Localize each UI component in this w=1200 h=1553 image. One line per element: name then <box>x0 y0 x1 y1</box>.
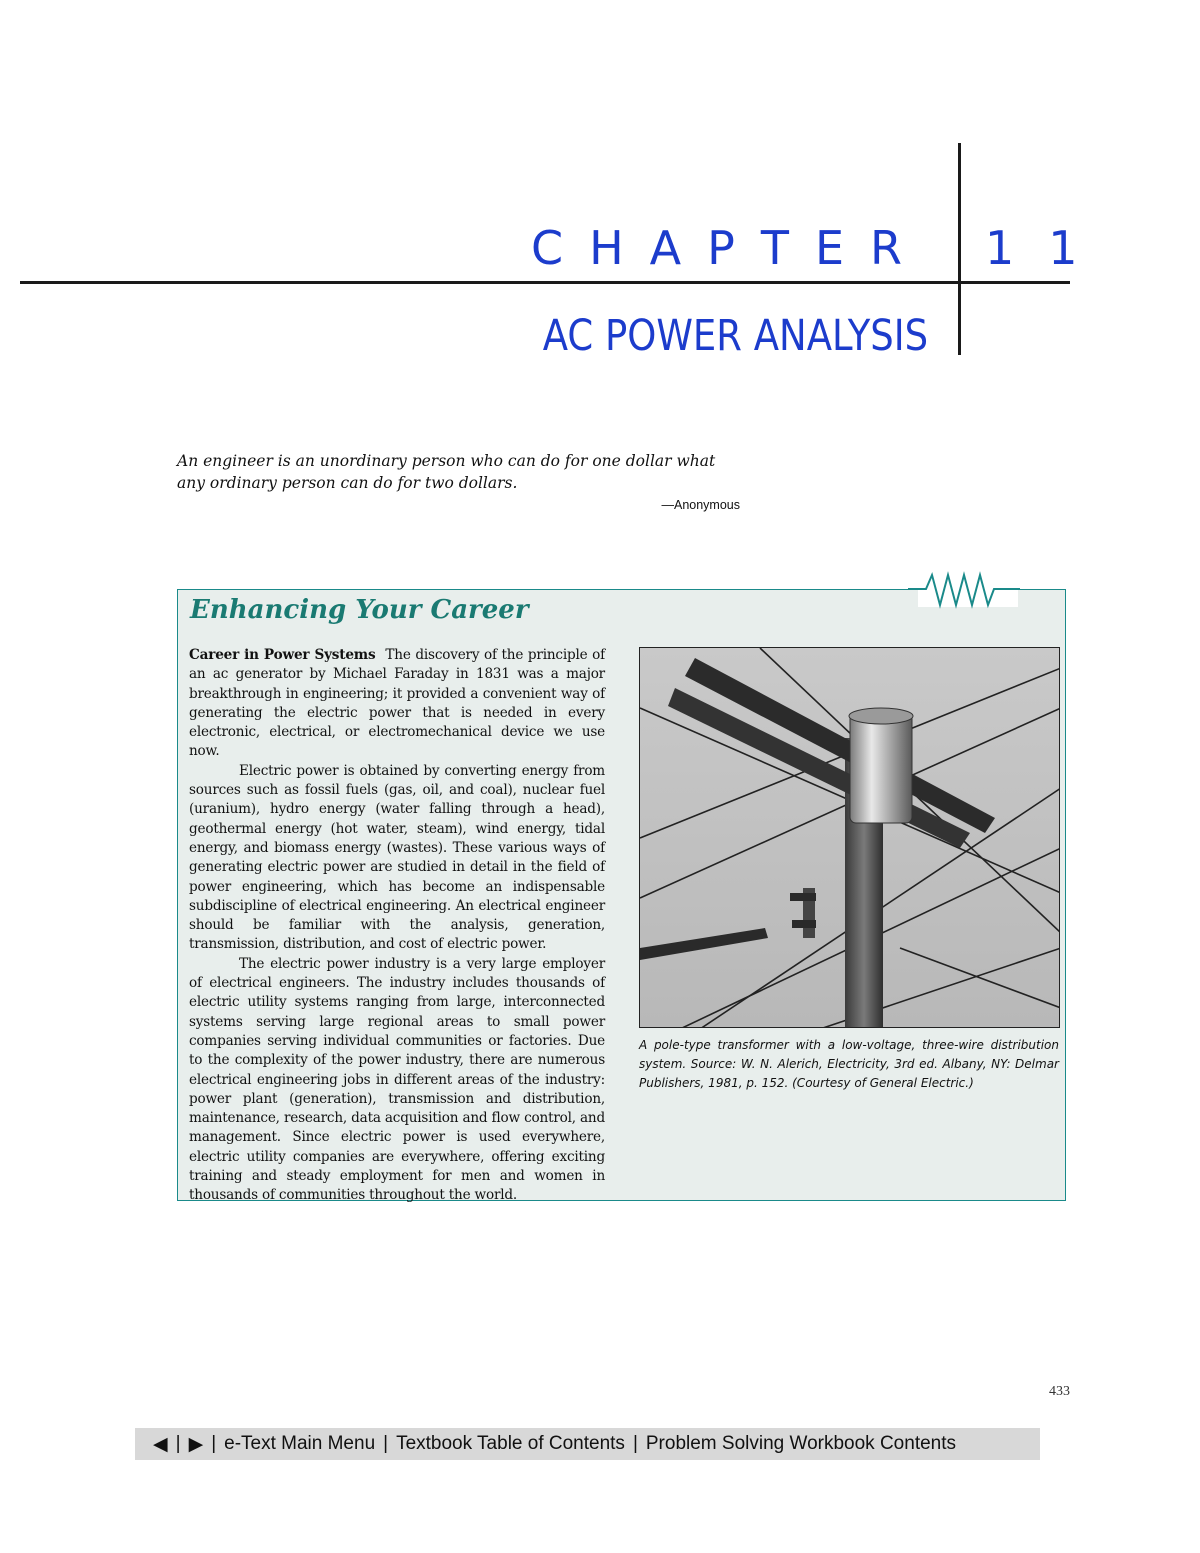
chapter-title: AC POWER ANALYSIS <box>542 311 928 361</box>
resistor-icon <box>908 569 1020 611</box>
epigraph-quote: An engineer is an unordinary person who can do for one dollar what any ordinary person can do for two dollars. <box>177 452 716 492</box>
etext-main-menu-link[interactable]: e-Text Main Menu <box>224 1433 376 1454</box>
textbook-toc-link[interactable]: Textbook Table of Contents <box>396 1433 625 1454</box>
header-vertical-rule <box>958 143 961 355</box>
article-paragraph: Electric power is obtained by converting energy from sources such as fossil fuels (gas, oil, and coal), nuclear fuel (uranium), hydro energy (water falling through a head), geothermal energy (hot water, steam), wind energy, tidal energy, and biomass energy (wastes). These various ways of generating electric power are studied in detail in the field of power engineering, which has become an indispensable subdiscipline of electrical engineering. An electrical engineer should be familiar with the analysis, generation, transmission, distribution, and cost of electric power. <box>189 762 605 953</box>
next-arrow-icon[interactable]: ▶ <box>188 1433 204 1455</box>
chapter-label: CHAPTER <box>530 221 928 275</box>
workbook-contents-link[interactable]: Problem Solving Workbook Contents <box>645 1433 957 1454</box>
career-article <box>189 646 605 1206</box>
chapter-number: 11 <box>985 221 1112 275</box>
nav-separator: | <box>211 1433 217 1454</box>
article-paragraph-text: The discovery of the principle of an ac generator by Michael Faraday in 1831 was a major breakthrough in engineering; it provided a convenient way of generating the electric power that is needed in every electronic, electrical, or electromechanical device we use now. <box>189 647 605 760</box>
navigation-bar <box>135 1428 1040 1460</box>
nav-separator: | <box>175 1433 181 1454</box>
career-heading: Enhancing Your Career <box>190 595 529 625</box>
article-paragraph <box>189 646 605 762</box>
nav-separator: | <box>632 1433 638 1454</box>
article-lead: Career in Power Systems <box>189 647 376 663</box>
photo-caption: A pole-type transformer with a low-voltage, three-wire distribution system. Source: W. N. Alerich, Electricity, 3rd ed. Albany, NY: Delmar Publishers, 1981, p. 152. (Courtesy of General Electric.) <box>639 1038 1059 1090</box>
epigraph-attribution: —Anonymous <box>661 498 740 512</box>
header-horizontal-rule <box>20 281 1070 284</box>
nav-separator: | <box>383 1433 389 1454</box>
prev-arrow-icon[interactable]: ◀ <box>153 1433 168 1455</box>
article-paragraph: The electric power industry is a very large employer of electrical engineers. The industry includes thousands of electric utility systems ranging from large, interconnected systems serving large regional areas to small power companies serving individual communities or factories. Due to the complexity of the power industry, there are numerous electrical engineering jobs in different areas of the industry: power plant (generation), transmission and distribution, maintenance, research, data acquisition and flow control, and management. Since electric power is used everywhere, electric utility companies are everywhere, offering exciting training and steady employment for men and women in thousands of communities throughout the world. <box>189 955 605 1204</box>
transformer-pole-photo <box>639 647 1060 1028</box>
page-number: 433 <box>1049 1384 1070 1399</box>
